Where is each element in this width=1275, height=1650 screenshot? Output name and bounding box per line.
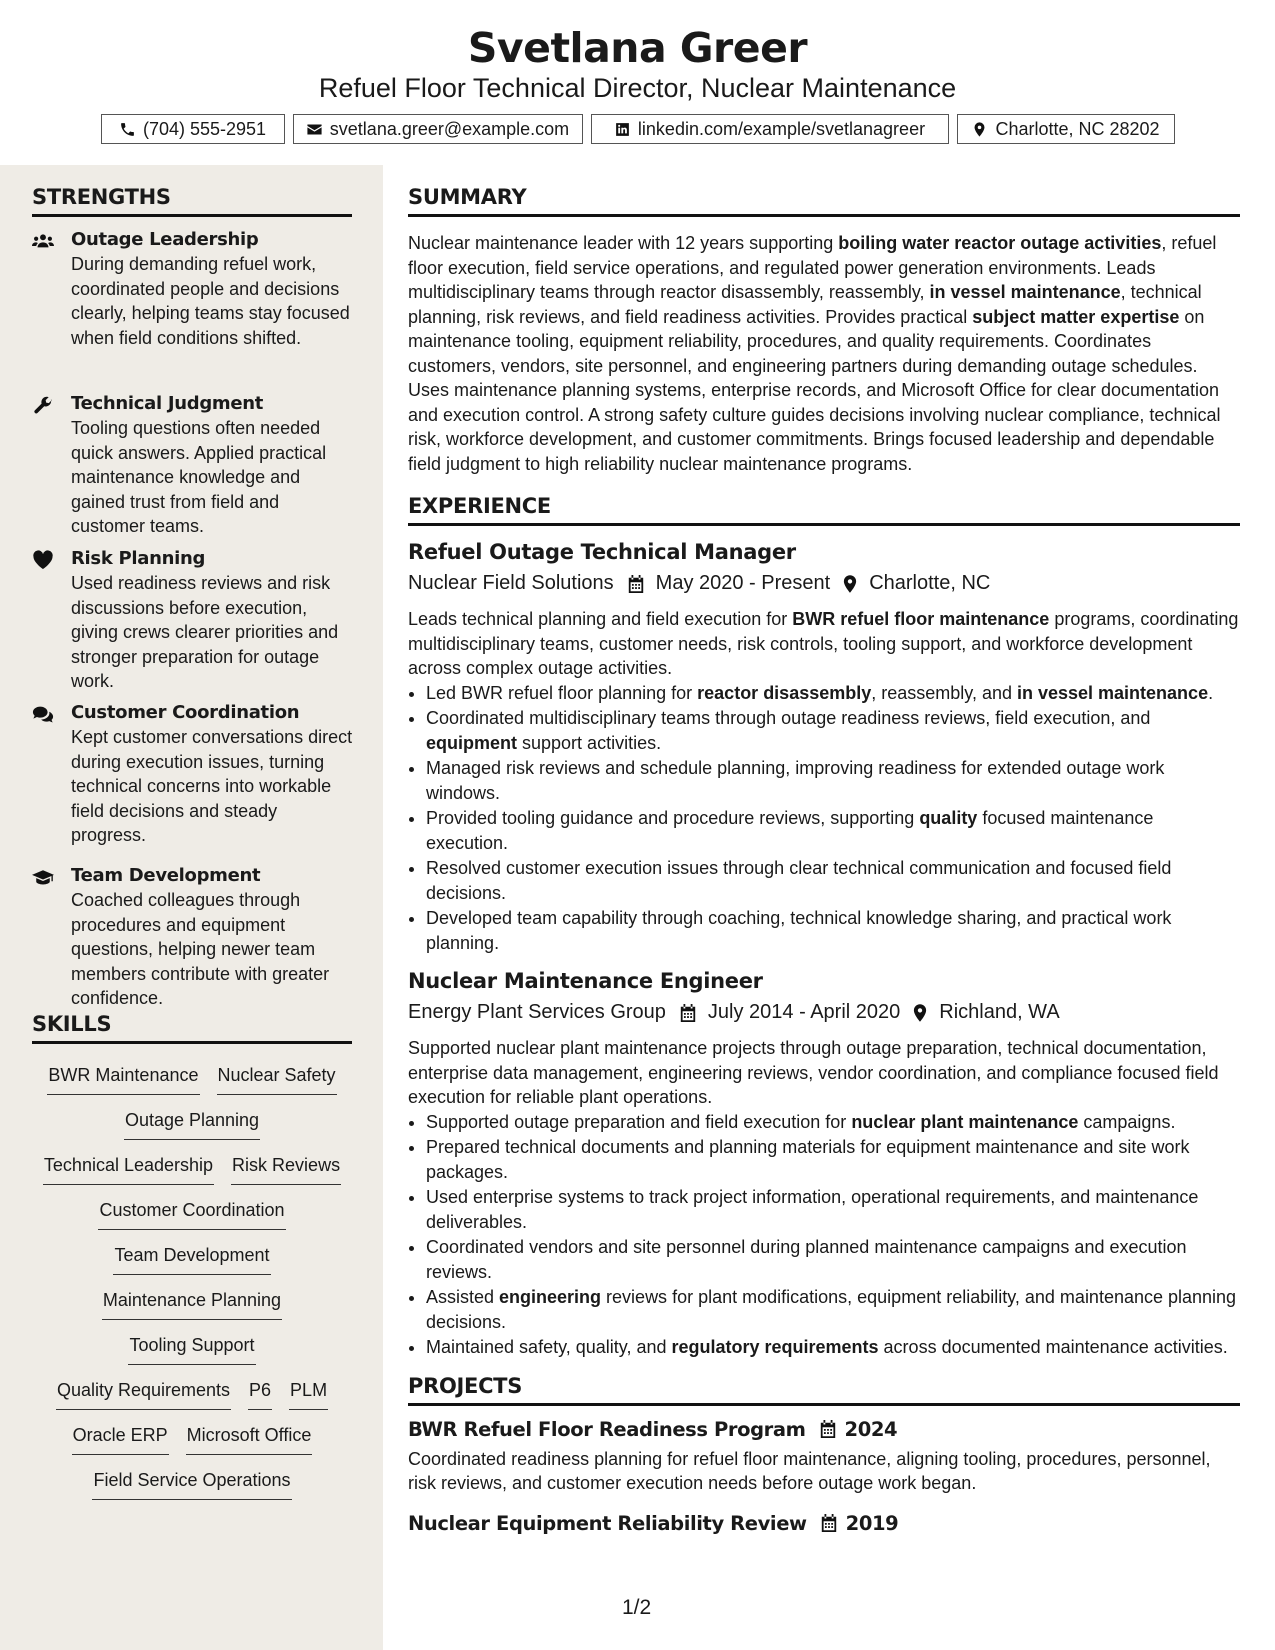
text-run: , technical planning, risk reviews, and field readiness activities. Provides practical — [408, 282, 1202, 327]
bullet-item — [426, 806, 1240, 855]
text-run: Prepared technical documents and planning materials for equipment maintenance and site work packages. — [426, 1137, 1190, 1182]
text-run: Supported outage preparation and field execution for — [426, 1111, 852, 1132]
text-run: Nuclear maintenance leader with 12 years supporting — [408, 233, 839, 253]
bold-phrase: reactor disassembly — [697, 682, 872, 703]
project-title: Nuclear Equipment Reliability Review — [408, 1511, 807, 1535]
text-run: Provided tooling guidance and procedure reviews, supporting — [426, 808, 920, 828]
text-run: programs, coordinating multidisciplinary teams, customer needs, risk controls, tooling support, and workforce development across complex outage activities. — [408, 609, 1239, 678]
job-bullets — [426, 1110, 1240, 1360]
strength-title: Customer Coordination — [71, 702, 300, 723]
strength-desc: During demanding refuel work, coordinated people and decisions clearly, helping teams stay focused when field conditions shifted. — [71, 254, 350, 348]
project-title-row — [408, 1418, 1240, 1441]
strength-item — [32, 228, 362, 350]
map-pin-icon — [971, 121, 988, 138]
skill-row — [32, 1380, 352, 1425]
skill-row — [32, 1335, 352, 1380]
skill-row — [32, 1110, 352, 1155]
job-bullets — [426, 681, 1240, 956]
skills-list — [32, 1065, 352, 1515]
bullet-item — [426, 681, 1240, 706]
job-description — [408, 1036, 1240, 1110]
text-run: , refuel floor execution, field service operations, and regulated power generation environments. Leads multidisciplinary teams through reactor disassembly, reassembly, — [408, 233, 1217, 302]
calendar-icon — [627, 574, 645, 594]
text-run: . — [1208, 682, 1214, 703]
summary-heading: SUMMARY — [408, 185, 1240, 217]
graduation-cap-icon — [32, 867, 54, 887]
text-run: reviews for plant modifications, equipment reliability, and maintenance planning decisions. — [426, 1287, 1237, 1332]
strength-item — [32, 547, 362, 694]
text-run: Assisted — [426, 1287, 500, 1307]
strengths-heading: STRENGTHS — [32, 185, 352, 217]
strength-desc: Kept customer conversations direct during execution issues, turning technical concerns into workable field decisions and steady progress. — [71, 727, 353, 845]
bold-phrase: nuclear plant maintenance — [851, 1111, 1079, 1132]
main-column — [408, 165, 1240, 1535]
strength-title: Team Development — [71, 865, 261, 886]
experience-heading: EXPERIENCE — [408, 494, 1240, 526]
job-location: Charlotte, NC — [869, 572, 991, 594]
calendar-icon — [819, 1419, 837, 1439]
skill-tag: Risk Reviews — [231, 1155, 341, 1185]
skill-tag: Nuclear Safety — [217, 1065, 337, 1095]
candidate-name: Svetlana Greer — [467, 24, 808, 72]
skill-tag: Microsoft Office — [186, 1425, 313, 1455]
contact-email[interactable] — [293, 114, 583, 144]
bullet-item — [426, 906, 1240, 955]
skills-heading: SKILLS — [32, 1012, 352, 1044]
bold-phrase: quality — [919, 808, 978, 828]
skill-tag: Tooling Support — [128, 1335, 255, 1365]
job-dates: May 2020 - Present — [655, 572, 831, 594]
bold-phrase: subject matter expertise — [972, 306, 1180, 327]
bullet-item — [426, 1185, 1240, 1234]
text-run: campaigns. — [1078, 1111, 1176, 1132]
strength-item — [32, 864, 362, 1011]
envelope-icon — [306, 121, 323, 138]
job-title: Refuel Outage Technical Manager — [408, 540, 796, 564]
skill-row — [32, 1470, 352, 1515]
skill-tag: Maintenance Planning — [102, 1290, 282, 1320]
email-text: svetlana.greer@example.com — [329, 118, 570, 139]
project-description: Coordinated readiness planning for refuel floor maintenance, aligning tooling, procedures, personnel, risk reviews, and customer execution needs before outage work began. — [408, 1448, 1211, 1493]
strength-desc: Tooling questions often needed quick answers. Applied practical maintenance knowledge and gained trust from field and customer teams. — [71, 418, 327, 536]
text-run: Coordinated multidisciplinary teams through outage readiness reviews, field execution, and — [426, 708, 1151, 728]
projects-heading: PROJECTS — [408, 1374, 1240, 1406]
skill-tag: Technical Leadership — [43, 1155, 214, 1185]
text-run: Coordinated vendors and site personnel during planned maintenance campaigns and execution reviews. — [426, 1237, 1187, 1282]
resume-header — [0, 0, 1275, 165]
company-name: Nuclear Field Solutions — [408, 572, 614, 594]
text-run: across documented maintenance activities. — [878, 1337, 1228, 1357]
candidate-title: Refuel Floor Technical Director, Nuclear Maintenance — [318, 73, 957, 103]
skill-tag: Field Service Operations — [92, 1470, 291, 1500]
strength-item — [32, 701, 362, 848]
text-run: Resolved customer execution issues through clear technical communication and focused field decisions. — [426, 858, 1172, 903]
text-run: Leads technical planning and field execution for — [408, 609, 793, 629]
project-year: 2019 — [845, 1511, 899, 1535]
bold-phrase: in vessel maintenance — [929, 282, 1121, 302]
job-entry — [408, 540, 1240, 955]
skill-tag: BWR Maintenance — [47, 1065, 199, 1095]
text-run: Supported nuclear plant maintenance projects through outage preparation, technical documentation, enterprise data management, engineering reviews, vendor coordination, and compliance focused field execution for reliable plant operations. — [408, 1038, 1219, 1107]
map-pin-icon — [843, 574, 857, 594]
contact-linkedin[interactable] — [591, 114, 949, 144]
text-run: focused maintenance execution. — [426, 808, 1154, 853]
bold-phrase: boiling water reactor outage activities — [838, 233, 1162, 253]
text-run: Managed risk reviews and schedule planning, improving readiness for extended outage work windows. — [426, 758, 1165, 803]
strength-desc: Coached colleagues through procedures and equipment questions, helping newer team members contribute with greater confidence. — [71, 890, 330, 1008]
wrench-icon — [32, 395, 54, 415]
project-title-row — [408, 1512, 1240, 1535]
text-run: support activities. — [517, 732, 662, 753]
skill-tag: Quality Requirements — [56, 1380, 231, 1410]
skill-tag: P6 — [248, 1380, 272, 1410]
strength-title: Risk Planning — [71, 548, 206, 569]
bullet-item — [426, 706, 1240, 755]
company-name: Energy Plant Services Group — [408, 1001, 666, 1023]
skill-row — [32, 1245, 352, 1290]
bold-phrase: regulatory requirements — [671, 1337, 879, 1357]
text-run: Developed team capability through coaching, technical knowledge sharing, and practical work planning. — [426, 908, 1172, 953]
calendar-icon — [820, 1513, 838, 1533]
bold-phrase: BWR refuel floor maintenance — [792, 609, 1050, 629]
project-entry — [408, 1512, 1240, 1535]
strength-item — [32, 392, 362, 539]
job-title: Nuclear Maintenance Engineer — [408, 969, 763, 993]
page-number: 1/2 — [622, 1596, 652, 1619]
bullet-item — [426, 1285, 1240, 1334]
contact-location — [957, 114, 1175, 144]
contact-phone[interactable] — [101, 114, 285, 144]
bullet-item — [426, 1235, 1240, 1284]
skill-tag: PLM — [289, 1380, 328, 1410]
skill-tag: Team Development — [113, 1245, 270, 1275]
phone-icon — [119, 121, 136, 138]
bullet-item — [426, 1135, 1240, 1184]
skill-row — [32, 1290, 352, 1335]
bullet-item — [426, 856, 1240, 905]
map-pin-icon — [913, 1003, 927, 1023]
bold-phrase: equipment — [426, 732, 518, 753]
skill-row — [32, 1425, 352, 1470]
skill-tag: Outage Planning — [124, 1110, 260, 1140]
linkedin-text: linkedin.com/example/svetlanagreer — [637, 118, 926, 139]
project-entry — [408, 1418, 1240, 1496]
text-run: on maintenance tooling, equipment reliability, procedures, and quality requirements. Coordinates customers, vendors, site personnel, and engineering partners during demanding outage schedules. Uses maintenance planning systems, enterprise records, and Microsoft Office for clear documentation and execution control. A strong safety culture guides decisions involving nuclear compliance, technical risk, workforce development, and customer commitments. Brings focused leadership and dependable field judgment to high reliability nuclear maintenance programs. — [408, 306, 1221, 474]
contact-bar — [0, 114, 1275, 144]
text-run: Maintained safety, quality, and — [426, 1337, 672, 1357]
job-location: Richland, WA — [939, 1001, 1060, 1023]
strength-title: Outage Leadership — [71, 229, 259, 250]
location-text: Charlotte, NC 28202 — [995, 118, 1160, 139]
comments-icon — [32, 704, 54, 724]
bold-phrase: in vessel maintenance — [1016, 682, 1209, 703]
job-meta — [408, 572, 1240, 595]
calendar-icon — [679, 1003, 697, 1023]
bullet-item — [426, 756, 1240, 805]
users-icon — [32, 231, 54, 251]
linkedin-icon — [614, 121, 631, 138]
strength-title: Technical Judgment — [71, 393, 264, 414]
skill-tag: Oracle ERP — [72, 1425, 169, 1455]
phone-text: (704) 555-2951 — [142, 118, 267, 139]
sidebar — [0, 165, 383, 1650]
skill-tag: Customer Coordination — [98, 1200, 285, 1230]
job-meta — [408, 1001, 1240, 1024]
job-entry — [408, 969, 1240, 1360]
text-run: Used enterprise systems to track project information, operational requirements, and maintenance deliverables. — [426, 1187, 1199, 1232]
bullet-item — [426, 1335, 1240, 1360]
skill-row — [32, 1065, 352, 1110]
strength-desc: Used readiness reviews and risk discussions before execution, giving crews clearer priorities and stronger preparation for outage work. — [71, 573, 339, 691]
job-description — [408, 607, 1240, 681]
job-dates: July 2014 - April 2020 — [707, 1001, 901, 1023]
text-run: , reassembly, and — [871, 682, 1017, 703]
project-title: BWR Refuel Floor Readiness Program — [408, 1417, 806, 1441]
summary-text — [408, 231, 1240, 476]
bullet-item — [426, 1110, 1240, 1135]
heart-icon — [32, 550, 54, 570]
skill-row — [32, 1200, 352, 1245]
skill-row — [32, 1155, 352, 1200]
project-year: 2024 — [844, 1417, 898, 1441]
text-run: Led BWR refuel floor planning for — [426, 682, 698, 703]
bold-phrase: engineering — [499, 1287, 602, 1307]
